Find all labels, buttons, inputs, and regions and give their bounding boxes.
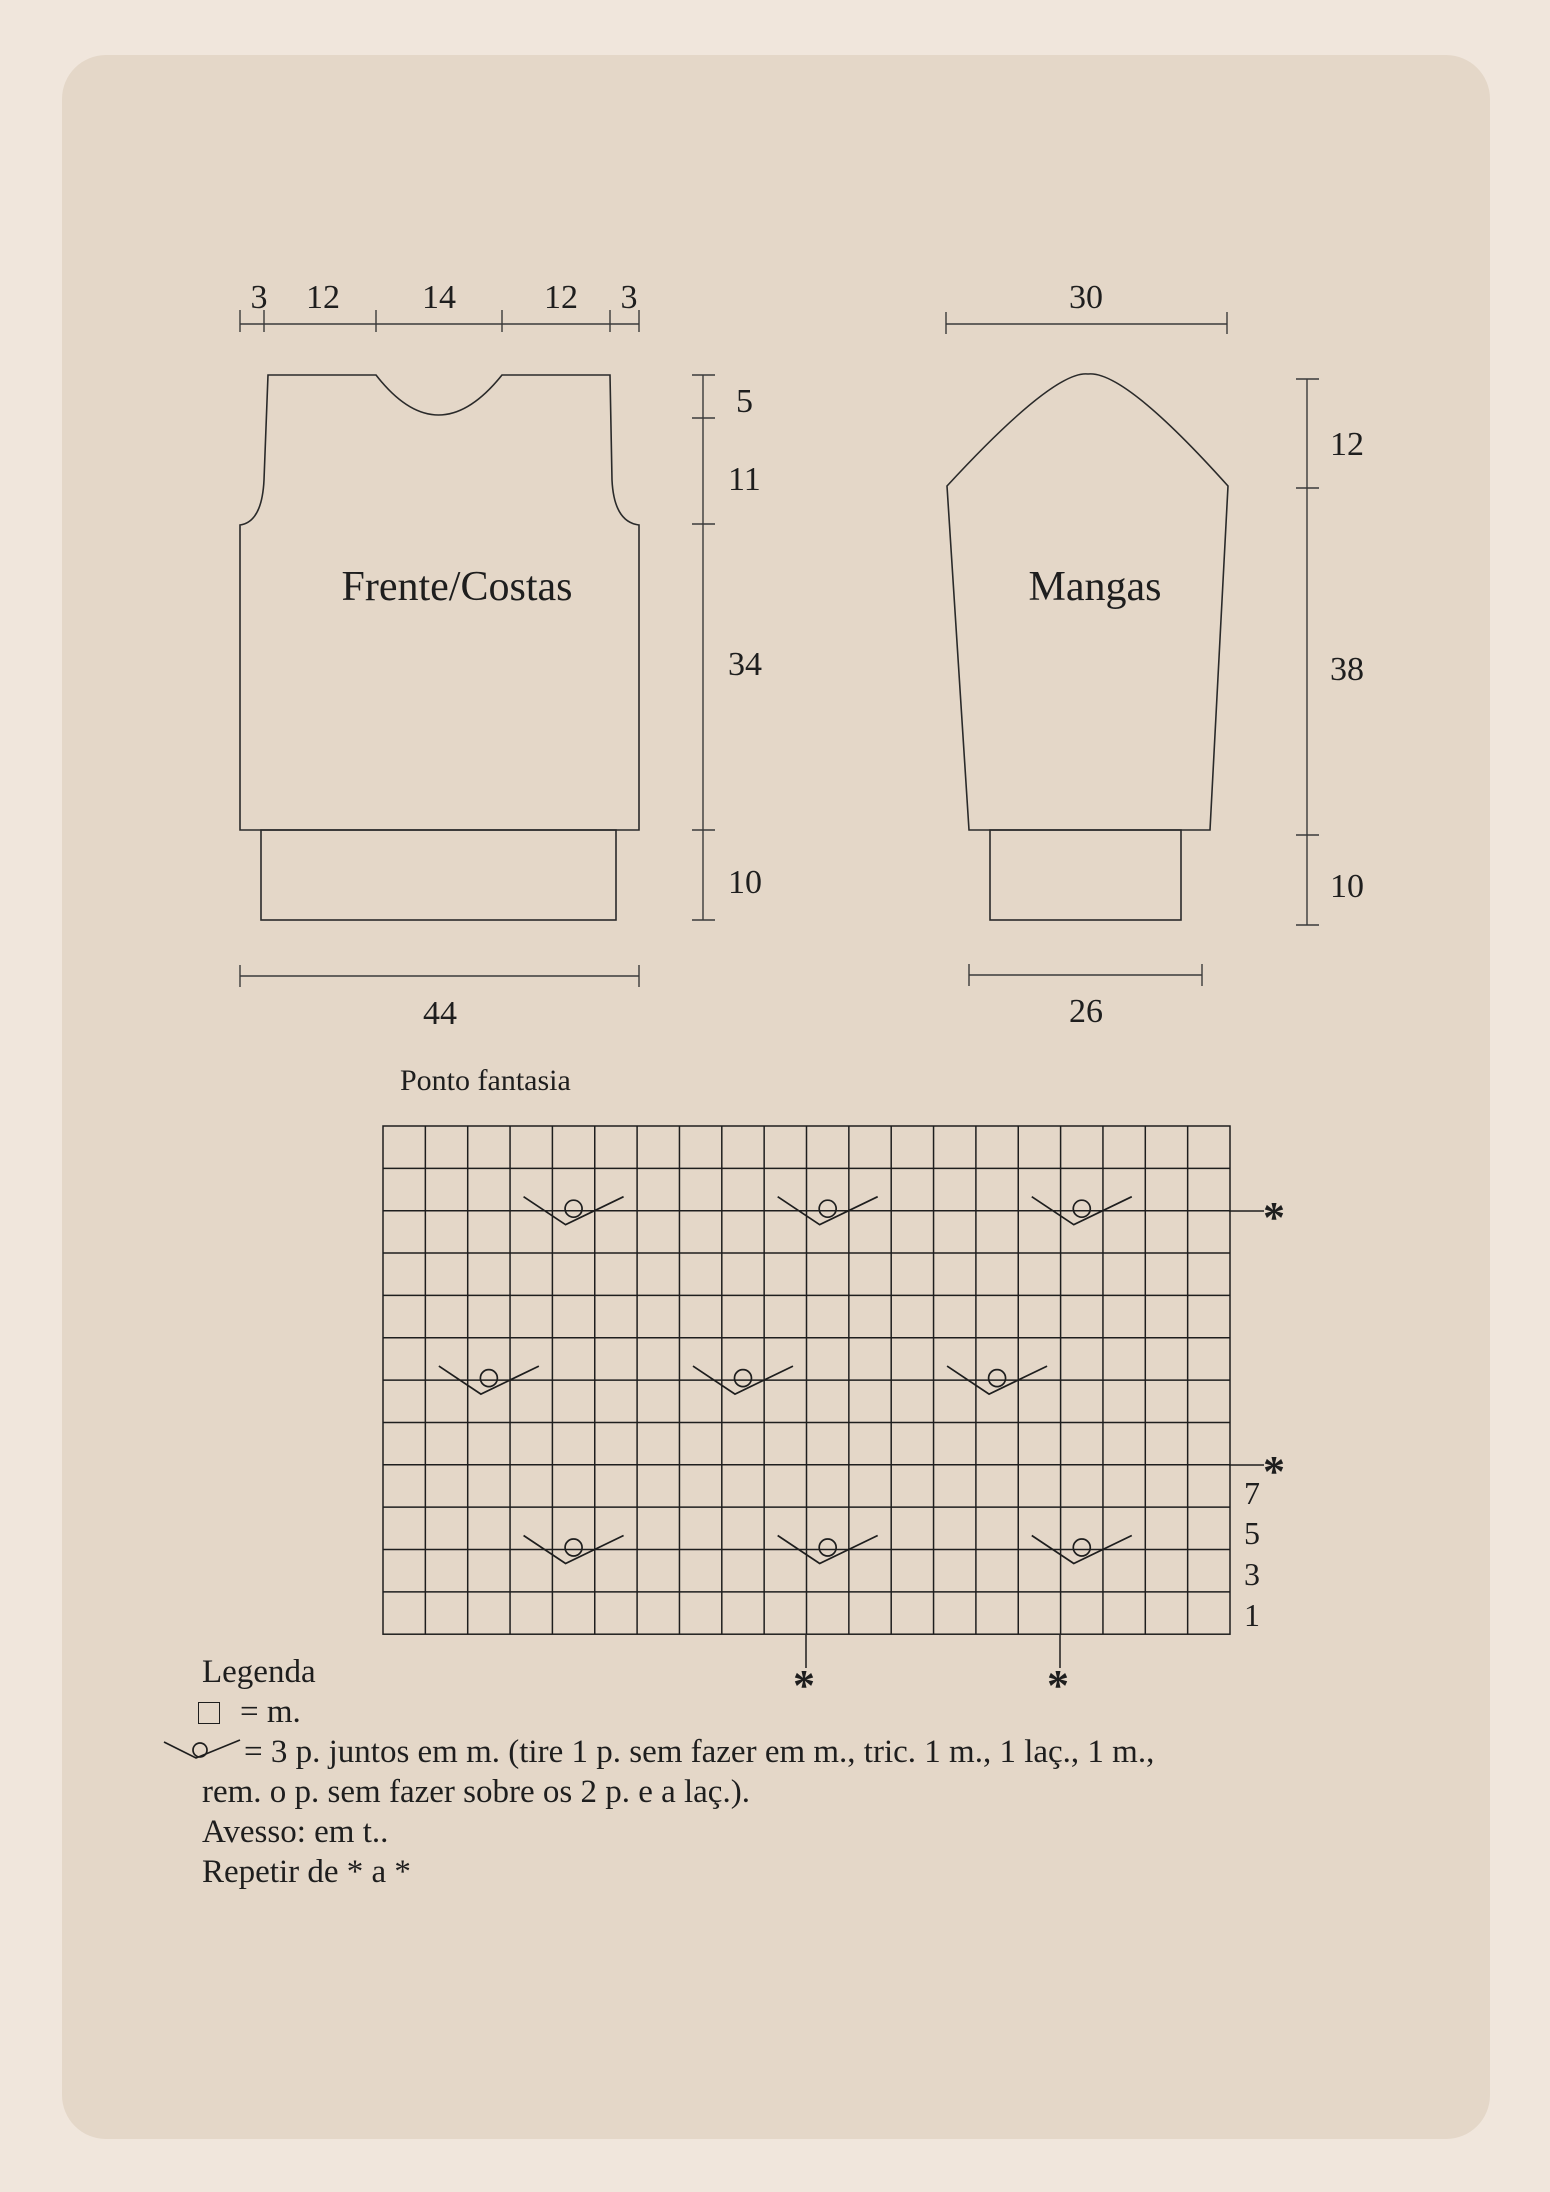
repeat-marker-bottom-left: * (793, 1661, 815, 1710)
front-back-height-4: 10 (728, 864, 762, 901)
front-back-top-width-2: 12 (306, 279, 340, 316)
front-back-height-3: 34 (728, 646, 762, 683)
repeat-marker-mid-right: * (1263, 1447, 1285, 1496)
sleeve-schematic (946, 279, 1364, 1030)
legend-decrease-text-2: rem. o p. sem fazer sobre os 2 p. e a laç.). (202, 1774, 750, 1810)
sleeve-top-width: 30 (1069, 279, 1103, 316)
front-back-top-width-4: 12 (544, 279, 578, 316)
sleeve-height-dimension (1296, 379, 1319, 925)
sleeve-title: Mangas (1028, 564, 1162, 610)
legend-repeat: Repetir de * a * (202, 1854, 411, 1890)
stitch-chart-title: Ponto fantasia (400, 1064, 571, 1097)
sleeve-ribbing (990, 830, 1181, 920)
front-back-title: Frente/Costas (341, 564, 573, 610)
legend-wrong-side: Avesso: em t.. (202, 1814, 389, 1850)
row-number-7: 7 (1244, 1475, 1260, 1511)
front-back-schematic (240, 279, 762, 1032)
repeat-marker-bottom-right: * (1047, 1661, 1069, 1710)
legend-decrease-text-1: = 3 p. juntos em m. (tire 1 p. sem fazer em m., tric. 1 m., 1 laç., 1 m., (244, 1734, 1155, 1770)
sleeve-height-3: 10 (1330, 868, 1364, 905)
decrease-symbol-icon (162, 1738, 246, 1768)
front-back-height-1: 5 (736, 383, 753, 420)
legend (202, 1652, 1154, 1892)
front-back-height-2: 11 (728, 461, 761, 498)
sleeve-bottom-dimension (969, 964, 1202, 986)
front-back-bottom-width: 44 (423, 995, 457, 1032)
legend-knit-text: = m. (240, 1694, 301, 1730)
front-back-top-width-5: 3 (620, 279, 638, 316)
front-back-top-width-1: 3 (250, 279, 268, 316)
sleeve-height-1: 12 (1330, 426, 1364, 463)
repeat-marker-lines (806, 1211, 1264, 1668)
row-number-3: 3 (1244, 1556, 1260, 1592)
sleeve-bottom-width: 26 (1069, 993, 1103, 1030)
front-back-height-dimension (692, 375, 715, 920)
legend-decrease-row (202, 1732, 1154, 1772)
row-number-5: 5 (1244, 1515, 1260, 1551)
front-back-bottom-dimension (240, 965, 639, 987)
legend-knit-row (202, 1692, 1154, 1732)
front-back-top-width-3: 14 (422, 279, 456, 316)
sleeve-height-2: 38 (1330, 651, 1364, 688)
repeat-marker-top-right: * (1263, 1193, 1285, 1242)
front-back-ribbing (261, 830, 616, 920)
knit-square-icon (198, 1702, 220, 1724)
legend-title: Legenda (202, 1654, 316, 1690)
row-number-1: 1 (1244, 1597, 1260, 1633)
